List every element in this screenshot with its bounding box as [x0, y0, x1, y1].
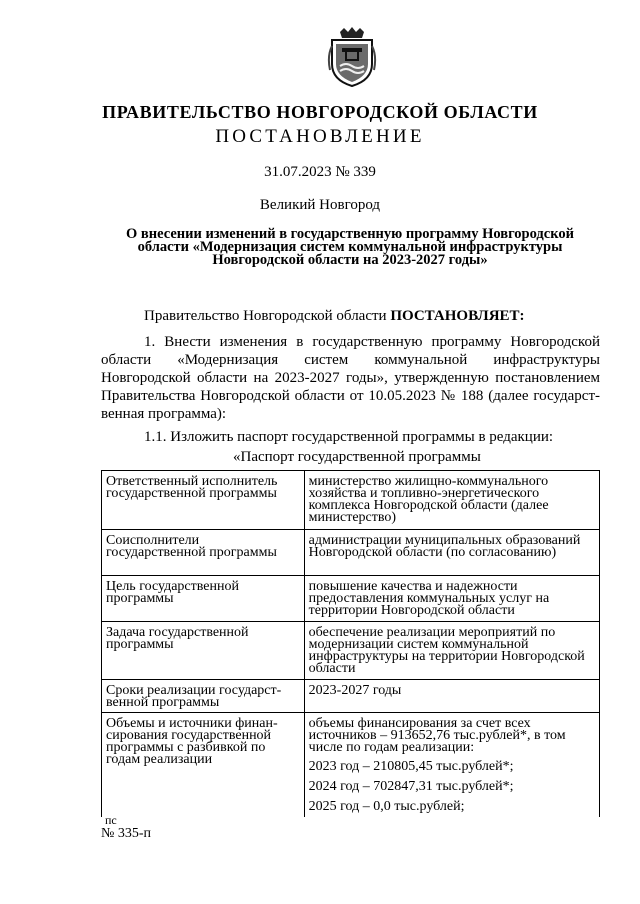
table-row: [102, 680, 600, 713]
preamble: [144, 308, 525, 325]
row-value: администрации муниципальных образований Новгородской области (по согласованию): [304, 530, 599, 576]
date-number: 31.07.2023 № 339: [264, 164, 376, 180]
city: Великий Новгород: [259, 197, 381, 213]
table-row: [102, 471, 600, 530]
financing-value: [304, 713, 599, 818]
financing-intro: объемы финансирования за счет всех источников – 913652,76 тыс.рублей*, в том числе по годам реализации:: [308, 716, 566, 755]
row-value: обеспечение реализации мероприятий по модернизации систем коммунальной инфраструктуры на территории Новгородской области: [304, 622, 599, 680]
table-row: [102, 622, 600, 680]
row-label: Ответственный исполнитель государственной программы: [102, 471, 305, 530]
row-value: министерство жилищно-коммунального хозяйства и топливно-энергетического комплекса Новгородской области (далее министерство): [304, 471, 599, 530]
preamble-decree: ПОСТАНОВЛЯЕТ:: [390, 308, 525, 324]
footer-code: пс: [105, 813, 117, 827]
financing-label: Объемы и источники финан-сирования государственной программы с разбивкой по годам реализации: [102, 713, 305, 818]
item-1-line: области «Модернизация систем коммунальной инфраструктуры: [101, 352, 600, 368]
table-row: [102, 576, 600, 622]
financing-year: 2025 год – 0,0 тыс.рублей;: [308, 799, 465, 814]
financing-year: 2023 год – 210805,45 тыс.рублей*;: [308, 759, 514, 774]
organization-title: ПРАВИТЕЛЬСТВО НОВГОРОДСКОЙ ОБЛАСТИ: [102, 102, 538, 122]
document-type: ПОСТАНОВЛЕНИЕ: [215, 126, 425, 147]
row-label: Соисполнители государственной программы: [102, 530, 305, 576]
row-value: 2023-2027 годы: [304, 680, 599, 713]
table-row: [102, 713, 600, 818]
footer-number: № 335-п: [101, 826, 152, 841]
row-label: Цель государственной программы: [102, 576, 305, 622]
row-label: Сроки реализации государст-венной программы: [102, 680, 305, 713]
row-value: повышение качества и надежности предоставления коммунальных услуг на территории Новгородской области: [304, 576, 599, 622]
subject-line: Новгородской области на 2023-2027 годы»: [212, 252, 488, 268]
item-1-1: 1.1. Изложить паспорт государственной программы в редакции:: [144, 429, 554, 445]
novgorod-coat-of-arms-icon: [326, 26, 378, 88]
financing-year: 2024 год – 702847,31 тыс.рублей*;: [308, 779, 514, 794]
preamble-text: Правительство Новгородской области: [144, 308, 387, 324]
table-row: [102, 530, 600, 576]
document-subject: [100, 228, 600, 267]
row-label: Задача государственной программы: [102, 622, 305, 680]
passport-table: [101, 470, 600, 817]
item-1-line: Новгородской области на 2023-2027 годы», утвержденную постановлением: [101, 370, 600, 386]
subject-line: О внесении изменений в государственную программу Новгородской: [126, 226, 574, 242]
item-1-line: 1. Внести изменения в государственную программу Новгородской: [144, 334, 600, 350]
item-1-line: венная программа):: [101, 406, 227, 422]
subject-line: области «Модернизация систем коммунальной инфраструктуры: [137, 239, 563, 255]
item-1: [101, 333, 600, 423]
passport-caption: «Паспорт государственной программы: [233, 449, 481, 465]
item-1-line: Правительства Новгородской области от 10.05.2023 № 188 (далее государст-: [101, 388, 600, 404]
